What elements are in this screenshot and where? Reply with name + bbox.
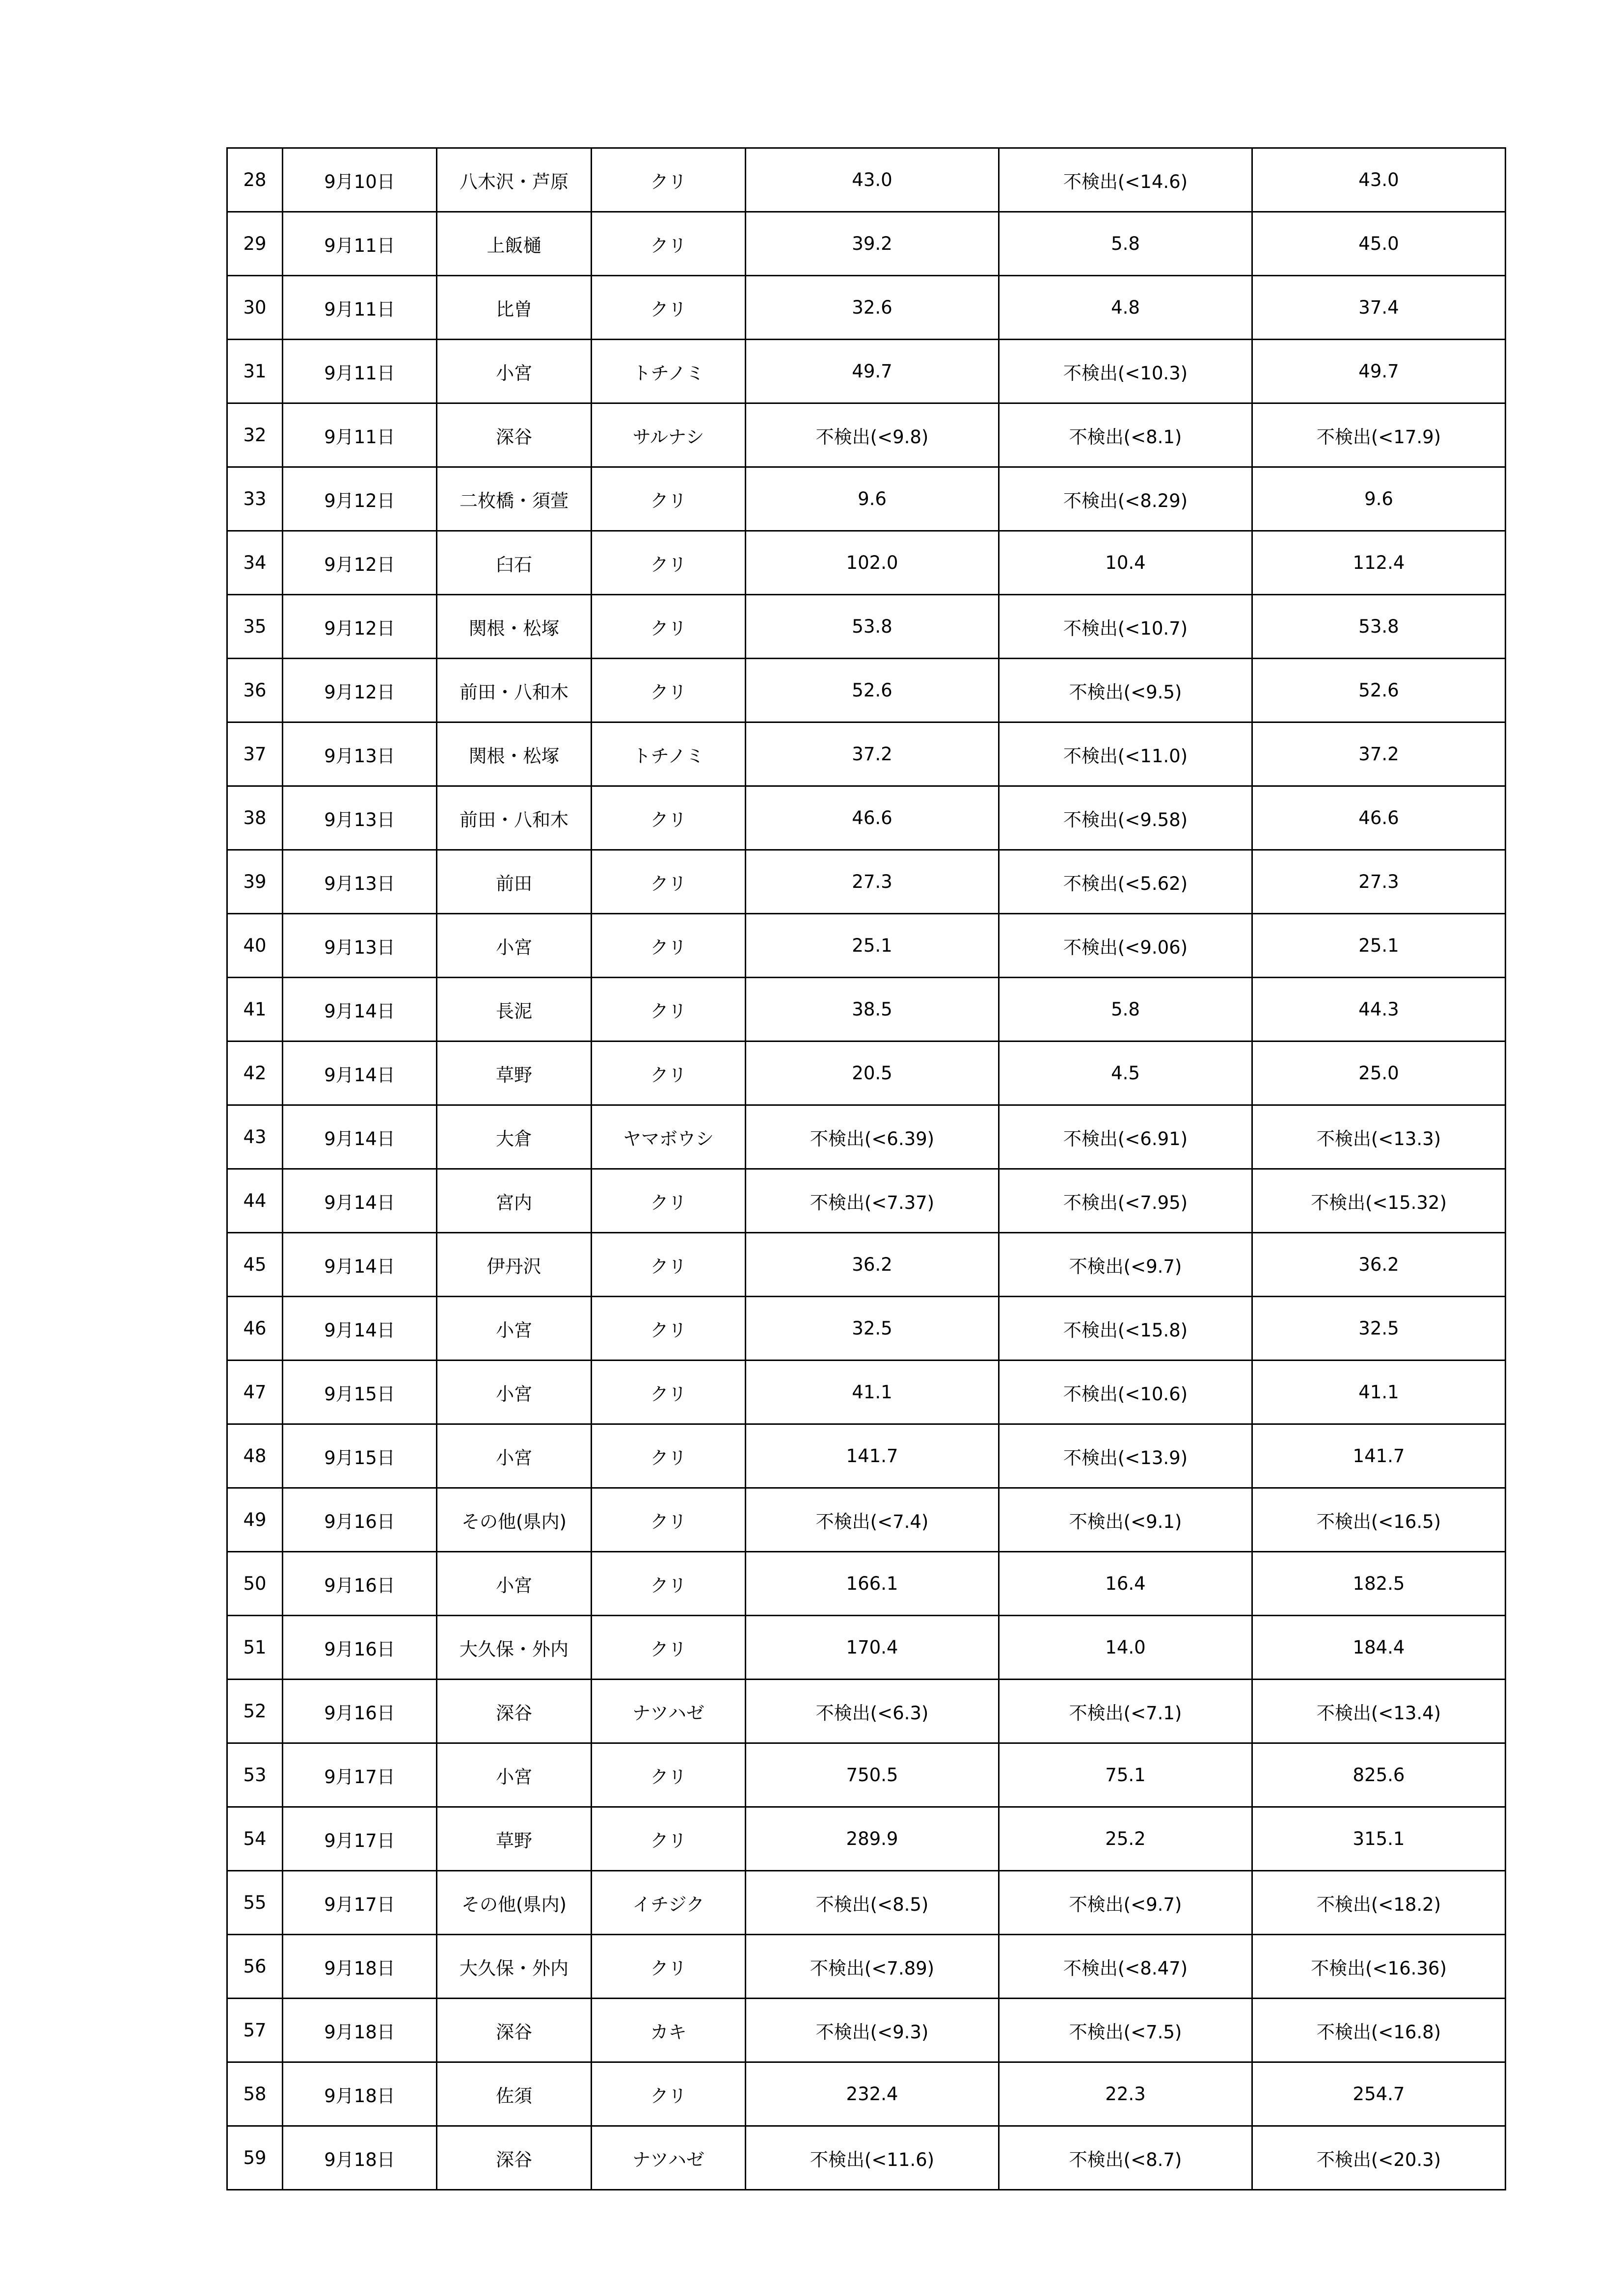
- row-number-cell: 41: [227, 978, 283, 1041]
- row-number-cell: 35: [227, 595, 283, 659]
- row-number-cell: 28: [227, 148, 283, 212]
- value-a-cell: 52.6: [746, 659, 999, 722]
- row-number-cell: 51: [227, 1616, 283, 1680]
- row-number-cell: 38: [227, 786, 283, 850]
- value-b-cell: 4.8: [999, 276, 1252, 340]
- total-cell: 254.7: [1252, 2062, 1506, 2126]
- item-cell: クリ: [592, 1807, 746, 1871]
- total-cell: 25.0: [1252, 1041, 1506, 1105]
- value-a-cell: 25.1: [746, 914, 999, 978]
- value-a-cell: 289.9: [746, 1807, 999, 1871]
- value-a-cell: 不検出(<9.8): [746, 403, 999, 467]
- table-row: [227, 403, 1506, 467]
- date-cell: 9月17日: [283, 1807, 437, 1871]
- area-cell: 八木沢・芦原: [437, 148, 592, 212]
- total-cell: 不検出(<13.3): [1252, 1105, 1506, 1169]
- value-b-cell: 不検出(<8.29): [999, 467, 1252, 531]
- date-cell: 9月10日: [283, 148, 437, 212]
- value-a-cell: 不検出(<7.89): [746, 1935, 999, 1999]
- total-cell: 49.7: [1252, 340, 1506, 403]
- table-row: [227, 595, 1506, 659]
- item-cell: クリ: [592, 786, 746, 850]
- area-cell: 前田: [437, 850, 592, 914]
- item-cell: トチノミ: [592, 340, 746, 403]
- date-cell: 9月18日: [283, 1935, 437, 1999]
- area-cell: その他(県内): [437, 1871, 592, 1935]
- area-cell: 小宮: [437, 1361, 592, 1424]
- table-row: [227, 659, 1506, 722]
- table-row: [227, 148, 1506, 212]
- area-cell: 草野: [437, 1807, 592, 1871]
- date-cell: 9月17日: [283, 1743, 437, 1807]
- item-cell: サルナシ: [592, 403, 746, 467]
- item-cell: クリ: [592, 2062, 746, 2126]
- value-b-cell: 75.1: [999, 1743, 1252, 1807]
- row-number-cell: 57: [227, 1999, 283, 2062]
- area-cell: 宮内: [437, 1169, 592, 1233]
- area-cell: 小宮: [437, 1424, 592, 1488]
- area-cell: 前田・八和木: [437, 786, 592, 850]
- row-number-cell: 50: [227, 1552, 283, 1616]
- value-b-cell: 4.5: [999, 1041, 1252, 1105]
- value-a-cell: 750.5: [746, 1743, 999, 1807]
- item-cell: クリ: [592, 1424, 746, 1488]
- table-row: [227, 2126, 1506, 2190]
- value-a-cell: 170.4: [746, 1616, 999, 1680]
- table-row: [227, 531, 1506, 595]
- area-cell: 深谷: [437, 1680, 592, 1743]
- area-cell: 長泥: [437, 978, 592, 1041]
- item-cell: クリ: [592, 467, 746, 531]
- table-row: [227, 1361, 1506, 1424]
- table-row: [227, 276, 1506, 340]
- value-b-cell: 10.4: [999, 531, 1252, 595]
- value-a-cell: 32.5: [746, 1297, 999, 1361]
- value-b-cell: 不検出(<7.95): [999, 1169, 1252, 1233]
- table-row: [227, 212, 1506, 276]
- date-cell: 9月13日: [283, 914, 437, 978]
- item-cell: クリ: [592, 276, 746, 340]
- value-a-cell: 不検出(<11.6): [746, 2126, 999, 2190]
- total-cell: 不検出(<16.36): [1252, 1935, 1506, 1999]
- row-number-cell: 32: [227, 403, 283, 467]
- row-number-cell: 45: [227, 1233, 283, 1297]
- area-cell: 大久保・外内: [437, 1616, 592, 1680]
- row-number-cell: 36: [227, 659, 283, 722]
- date-cell: 9月11日: [283, 340, 437, 403]
- table-row: [227, 340, 1506, 403]
- table-row: [227, 914, 1506, 978]
- row-number-cell: 58: [227, 2062, 283, 2126]
- table-row: [227, 2062, 1506, 2126]
- table-row: [227, 1616, 1506, 1680]
- total-cell: 36.2: [1252, 1233, 1506, 1297]
- total-cell: 112.4: [1252, 531, 1506, 595]
- value-a-cell: 53.8: [746, 595, 999, 659]
- value-a-cell: 36.2: [746, 1233, 999, 1297]
- date-cell: 9月11日: [283, 212, 437, 276]
- area-cell: 小宮: [437, 1297, 592, 1361]
- area-cell: 比曽: [437, 276, 592, 340]
- row-number-cell: 43: [227, 1105, 283, 1169]
- date-cell: 9月18日: [283, 2062, 437, 2126]
- date-cell: 9月16日: [283, 1488, 437, 1552]
- value-b-cell: 不検出(<13.9): [999, 1424, 1252, 1488]
- table-row: [227, 467, 1506, 531]
- area-cell: 伊丹沢: [437, 1233, 592, 1297]
- total-cell: 9.6: [1252, 467, 1506, 531]
- value-b-cell: 22.3: [999, 2062, 1252, 2126]
- row-number-cell: 46: [227, 1297, 283, 1361]
- area-cell: 大倉: [437, 1105, 592, 1169]
- value-b-cell: 不検出(<9.5): [999, 659, 1252, 722]
- row-number-cell: 34: [227, 531, 283, 595]
- item-cell: クリ: [592, 1743, 746, 1807]
- date-cell: 9月11日: [283, 403, 437, 467]
- date-cell: 9月14日: [283, 1041, 437, 1105]
- date-cell: 9月13日: [283, 722, 437, 786]
- area-cell: 小宮: [437, 914, 592, 978]
- value-a-cell: 141.7: [746, 1424, 999, 1488]
- total-cell: 182.5: [1252, 1552, 1506, 1616]
- total-cell: 44.3: [1252, 978, 1506, 1041]
- table-row: [227, 1935, 1506, 1999]
- item-cell: クリ: [592, 1616, 746, 1680]
- date-cell: 9月12日: [283, 595, 437, 659]
- value-b-cell: 5.8: [999, 978, 1252, 1041]
- row-number-cell: 37: [227, 722, 283, 786]
- date-cell: 9月14日: [283, 1169, 437, 1233]
- row-number-cell: 29: [227, 212, 283, 276]
- value-b-cell: 不検出(<8.1): [999, 403, 1252, 467]
- value-b-cell: 不検出(<10.3): [999, 340, 1252, 403]
- date-cell: 9月14日: [283, 1105, 437, 1169]
- row-number-cell: 40: [227, 914, 283, 978]
- total-cell: 45.0: [1252, 212, 1506, 276]
- total-cell: 315.1: [1252, 1807, 1506, 1871]
- table-row: [227, 1680, 1506, 1743]
- total-cell: 不検出(<16.8): [1252, 1999, 1506, 2062]
- item-cell: クリ: [592, 1169, 746, 1233]
- table-row: [227, 850, 1506, 914]
- value-a-cell: 27.3: [746, 850, 999, 914]
- row-number-cell: 52: [227, 1680, 283, 1743]
- area-cell: 深谷: [437, 1999, 592, 2062]
- item-cell: ナツハゼ: [592, 2126, 746, 2190]
- table-row: [227, 1488, 1506, 1552]
- value-b-cell: 不検出(<6.91): [999, 1105, 1252, 1169]
- value-a-cell: 37.2: [746, 722, 999, 786]
- value-a-cell: 39.2: [746, 212, 999, 276]
- value-b-cell: 不検出(<8.7): [999, 2126, 1252, 2190]
- date-cell: 9月14日: [283, 1233, 437, 1297]
- value-a-cell: 不検出(<6.3): [746, 1680, 999, 1743]
- total-cell: 141.7: [1252, 1424, 1506, 1488]
- date-cell: 9月11日: [283, 276, 437, 340]
- row-number-cell: 59: [227, 2126, 283, 2190]
- table-row: [227, 1041, 1506, 1105]
- value-a-cell: 20.5: [746, 1041, 999, 1105]
- table-row: [227, 1169, 1506, 1233]
- item-cell: ナツハゼ: [592, 1680, 746, 1743]
- value-a-cell: 46.6: [746, 786, 999, 850]
- date-cell: 9月15日: [283, 1424, 437, 1488]
- row-number-cell: 39: [227, 850, 283, 914]
- value-b-cell: 不検出(<9.7): [999, 1871, 1252, 1935]
- date-cell: 9月13日: [283, 786, 437, 850]
- item-cell: クリ: [592, 1233, 746, 1297]
- value-b-cell: 不検出(<8.47): [999, 1935, 1252, 1999]
- item-cell: クリ: [592, 595, 746, 659]
- table-row: [227, 786, 1506, 850]
- item-cell: クリ: [592, 1935, 746, 1999]
- value-a-cell: 232.4: [746, 2062, 999, 2126]
- item-cell: クリ: [592, 914, 746, 978]
- value-b-cell: 不検出(<9.7): [999, 1233, 1252, 1297]
- date-cell: 9月12日: [283, 659, 437, 722]
- total-cell: 184.4: [1252, 1616, 1506, 1680]
- area-cell: 佐須: [437, 2062, 592, 2126]
- value-b-cell: 不検出(<7.1): [999, 1680, 1252, 1743]
- row-number-cell: 47: [227, 1361, 283, 1424]
- area-cell: 小宮: [437, 1552, 592, 1616]
- value-b-cell: 不検出(<9.58): [999, 786, 1252, 850]
- total-cell: 46.6: [1252, 786, 1506, 850]
- total-cell: 不検出(<17.9): [1252, 403, 1506, 467]
- item-cell: クリ: [592, 1488, 746, 1552]
- value-a-cell: 9.6: [746, 467, 999, 531]
- date-cell: 9月14日: [283, 1297, 437, 1361]
- value-b-cell: 不検出(<9.1): [999, 1488, 1252, 1552]
- item-cell: クリ: [592, 1552, 746, 1616]
- date-cell: 9月12日: [283, 467, 437, 531]
- area-cell: 深谷: [437, 2126, 592, 2190]
- area-cell: 上飯樋: [437, 212, 592, 276]
- value-b-cell: 不検出(<11.0): [999, 722, 1252, 786]
- row-number-cell: 53: [227, 1743, 283, 1807]
- total-cell: 43.0: [1252, 148, 1506, 212]
- row-number-cell: 44: [227, 1169, 283, 1233]
- total-cell: 41.1: [1252, 1361, 1506, 1424]
- total-cell: 825.6: [1252, 1743, 1506, 1807]
- table-body: [227, 148, 1506, 2190]
- table-row: [227, 1233, 1506, 1297]
- total-cell: 53.8: [1252, 595, 1506, 659]
- table-row: [227, 1297, 1506, 1361]
- value-a-cell: 102.0: [746, 531, 999, 595]
- date-cell: 9月16日: [283, 1616, 437, 1680]
- total-cell: 25.1: [1252, 914, 1506, 978]
- area-cell: 関根・松塚: [437, 722, 592, 786]
- value-a-cell: 不検出(<7.4): [746, 1488, 999, 1552]
- item-cell: クリ: [592, 850, 746, 914]
- value-b-cell: 不検出(<15.8): [999, 1297, 1252, 1361]
- value-a-cell: 不検出(<9.3): [746, 1999, 999, 2062]
- row-number-cell: 48: [227, 1424, 283, 1488]
- area-cell: 小宮: [437, 1743, 592, 1807]
- date-cell: 9月12日: [283, 531, 437, 595]
- table-row: [227, 722, 1506, 786]
- date-cell: 9月16日: [283, 1552, 437, 1616]
- table-row: [227, 978, 1506, 1041]
- item-cell: クリ: [592, 1361, 746, 1424]
- row-number-cell: 55: [227, 1871, 283, 1935]
- item-cell: イチジク: [592, 1871, 746, 1935]
- area-cell: 小宮: [437, 340, 592, 403]
- row-number-cell: 31: [227, 340, 283, 403]
- area-cell: 深谷: [437, 403, 592, 467]
- area-cell: その他(県内): [437, 1488, 592, 1552]
- value-b-cell: 不検出(<10.7): [999, 595, 1252, 659]
- value-b-cell: 不検出(<5.62): [999, 850, 1252, 914]
- total-cell: 32.5: [1252, 1297, 1506, 1361]
- area-cell: 大久保・外内: [437, 1935, 592, 1999]
- total-cell: 不検出(<13.4): [1252, 1680, 1506, 1743]
- area-cell: 臼石: [437, 531, 592, 595]
- value-b-cell: 不検出(<10.6): [999, 1361, 1252, 1424]
- area-cell: 関根・松塚: [437, 595, 592, 659]
- table-row: [227, 1807, 1506, 1871]
- total-cell: 不検出(<16.5): [1252, 1488, 1506, 1552]
- table-row: [227, 1999, 1506, 2062]
- item-cell: クリ: [592, 148, 746, 212]
- item-cell: ヤマボウシ: [592, 1105, 746, 1169]
- row-number-cell: 30: [227, 276, 283, 340]
- value-b-cell: 不検出(<9.06): [999, 914, 1252, 978]
- row-number-cell: 54: [227, 1807, 283, 1871]
- item-cell: クリ: [592, 531, 746, 595]
- value-a-cell: 41.1: [746, 1361, 999, 1424]
- value-b-cell: 5.8: [999, 212, 1252, 276]
- value-a-cell: 43.0: [746, 148, 999, 212]
- value-a-cell: 不検出(<6.39): [746, 1105, 999, 1169]
- total-cell: 不検出(<20.3): [1252, 2126, 1506, 2190]
- total-cell: 不検出(<15.32): [1252, 1169, 1506, 1233]
- table-row: [227, 1552, 1506, 1616]
- row-number-cell: 56: [227, 1935, 283, 1999]
- total-cell: 27.3: [1252, 850, 1506, 914]
- item-cell: クリ: [592, 978, 746, 1041]
- total-cell: 37.2: [1252, 722, 1506, 786]
- table-row: [227, 1743, 1506, 1807]
- value-b-cell: 25.2: [999, 1807, 1252, 1871]
- table-row: [227, 1871, 1506, 1935]
- value-a-cell: 166.1: [746, 1552, 999, 1616]
- date-cell: 9月14日: [283, 978, 437, 1041]
- value-a-cell: 49.7: [746, 340, 999, 403]
- item-cell: クリ: [592, 659, 746, 722]
- item-cell: クリ: [592, 1041, 746, 1105]
- item-cell: トチノミ: [592, 722, 746, 786]
- area-cell: 前田・八和木: [437, 659, 592, 722]
- item-cell: クリ: [592, 212, 746, 276]
- row-number-cell: 49: [227, 1488, 283, 1552]
- date-cell: 9月18日: [283, 2126, 437, 2190]
- value-a-cell: 不検出(<8.5): [746, 1871, 999, 1935]
- date-cell: 9月17日: [283, 1871, 437, 1935]
- value-b-cell: 14.0: [999, 1616, 1252, 1680]
- value-a-cell: 32.6: [746, 276, 999, 340]
- item-cell: クリ: [592, 1297, 746, 1361]
- value-a-cell: 不検出(<7.37): [746, 1169, 999, 1233]
- table-row: [227, 1105, 1506, 1169]
- value-b-cell: 不検出(<7.5): [999, 1999, 1252, 2062]
- value-b-cell: 16.4: [999, 1552, 1252, 1616]
- row-number-cell: 33: [227, 467, 283, 531]
- total-cell: 不検出(<18.2): [1252, 1871, 1506, 1935]
- value-a-cell: 38.5: [746, 978, 999, 1041]
- row-number-cell: 42: [227, 1041, 283, 1105]
- total-cell: 52.6: [1252, 659, 1506, 722]
- date-cell: 9月15日: [283, 1361, 437, 1424]
- results-table: [226, 147, 1506, 2190]
- area-cell: 草野: [437, 1041, 592, 1105]
- table-row: [227, 1424, 1506, 1488]
- value-b-cell: 不検出(<14.6): [999, 148, 1252, 212]
- date-cell: 9月16日: [283, 1680, 437, 1743]
- area-cell: 二枚橋・須萱: [437, 467, 592, 531]
- item-cell: カキ: [592, 1999, 746, 2062]
- total-cell: 37.4: [1252, 276, 1506, 340]
- date-cell: 9月13日: [283, 850, 437, 914]
- date-cell: 9月18日: [283, 1999, 437, 2062]
